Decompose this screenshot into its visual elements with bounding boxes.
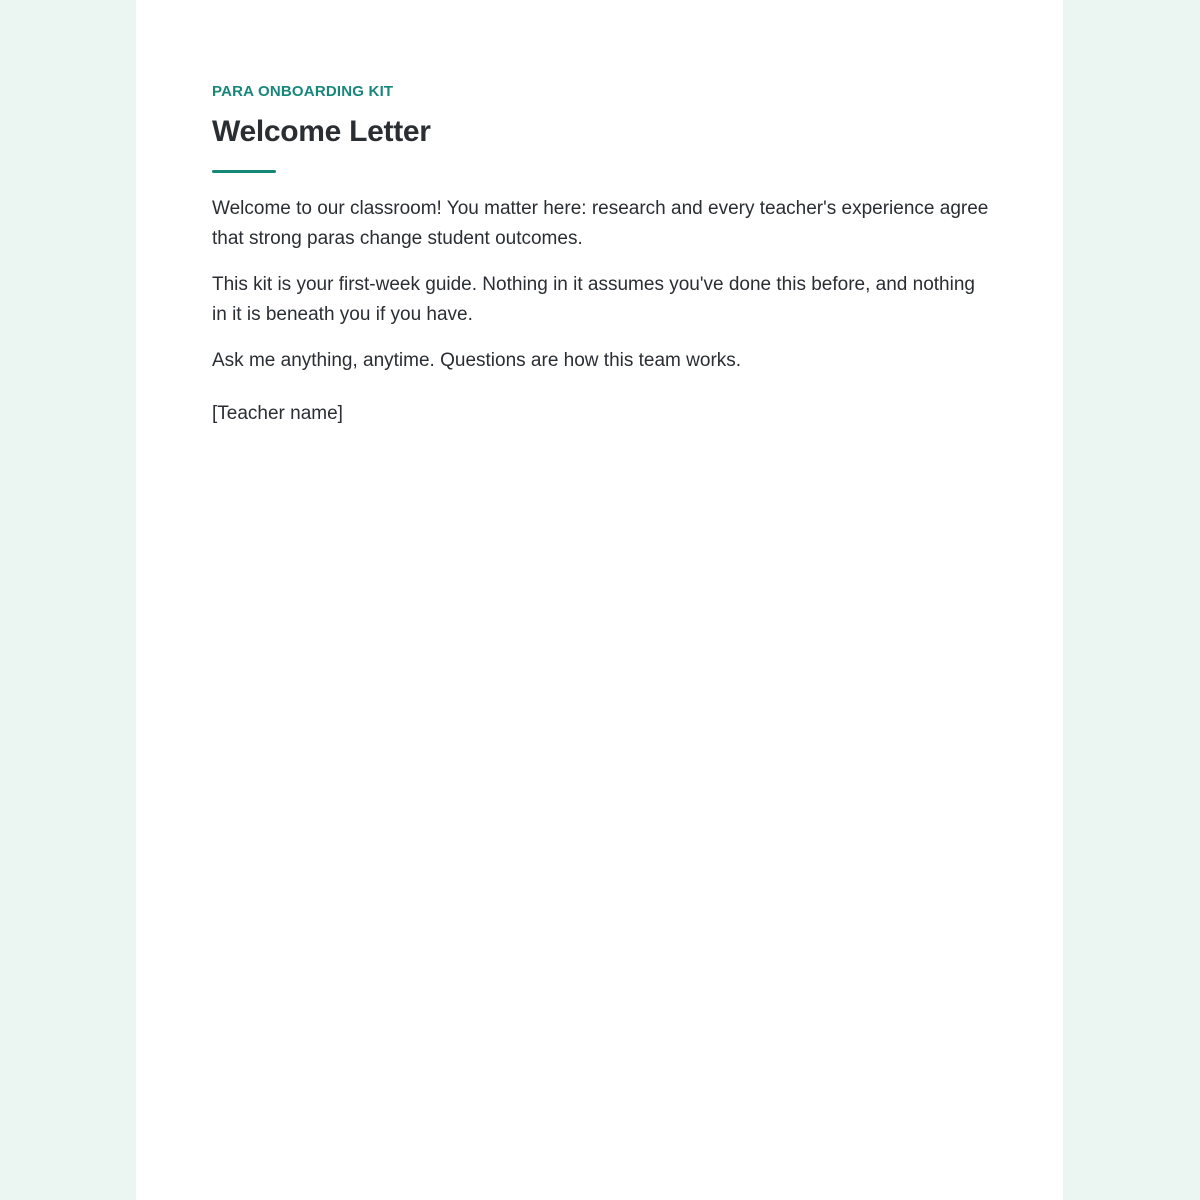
paragraph-welcome: Welcome to our classroom! You matter here: research and every teacher's experience agree that strong paras change student outcomes. [212,198,989,249]
document-page [136,0,1063,1200]
letter-body [212,194,992,376]
kit-label: PARA ONBOARDING KIT [212,83,394,100]
signature: [Teacher name] [212,403,343,424]
paragraph-questions: Ask me anything, anytime. Questions are how this team works. [212,350,742,371]
letter-content [212,82,992,429]
page-title: Welcome Letter [212,115,431,148]
paragraph-guide: This kit is your first-week guide. Nothing in it assumes you've done this before, and nothing in it is beneath you if you have. [212,274,975,325]
title-underline [212,170,276,173]
